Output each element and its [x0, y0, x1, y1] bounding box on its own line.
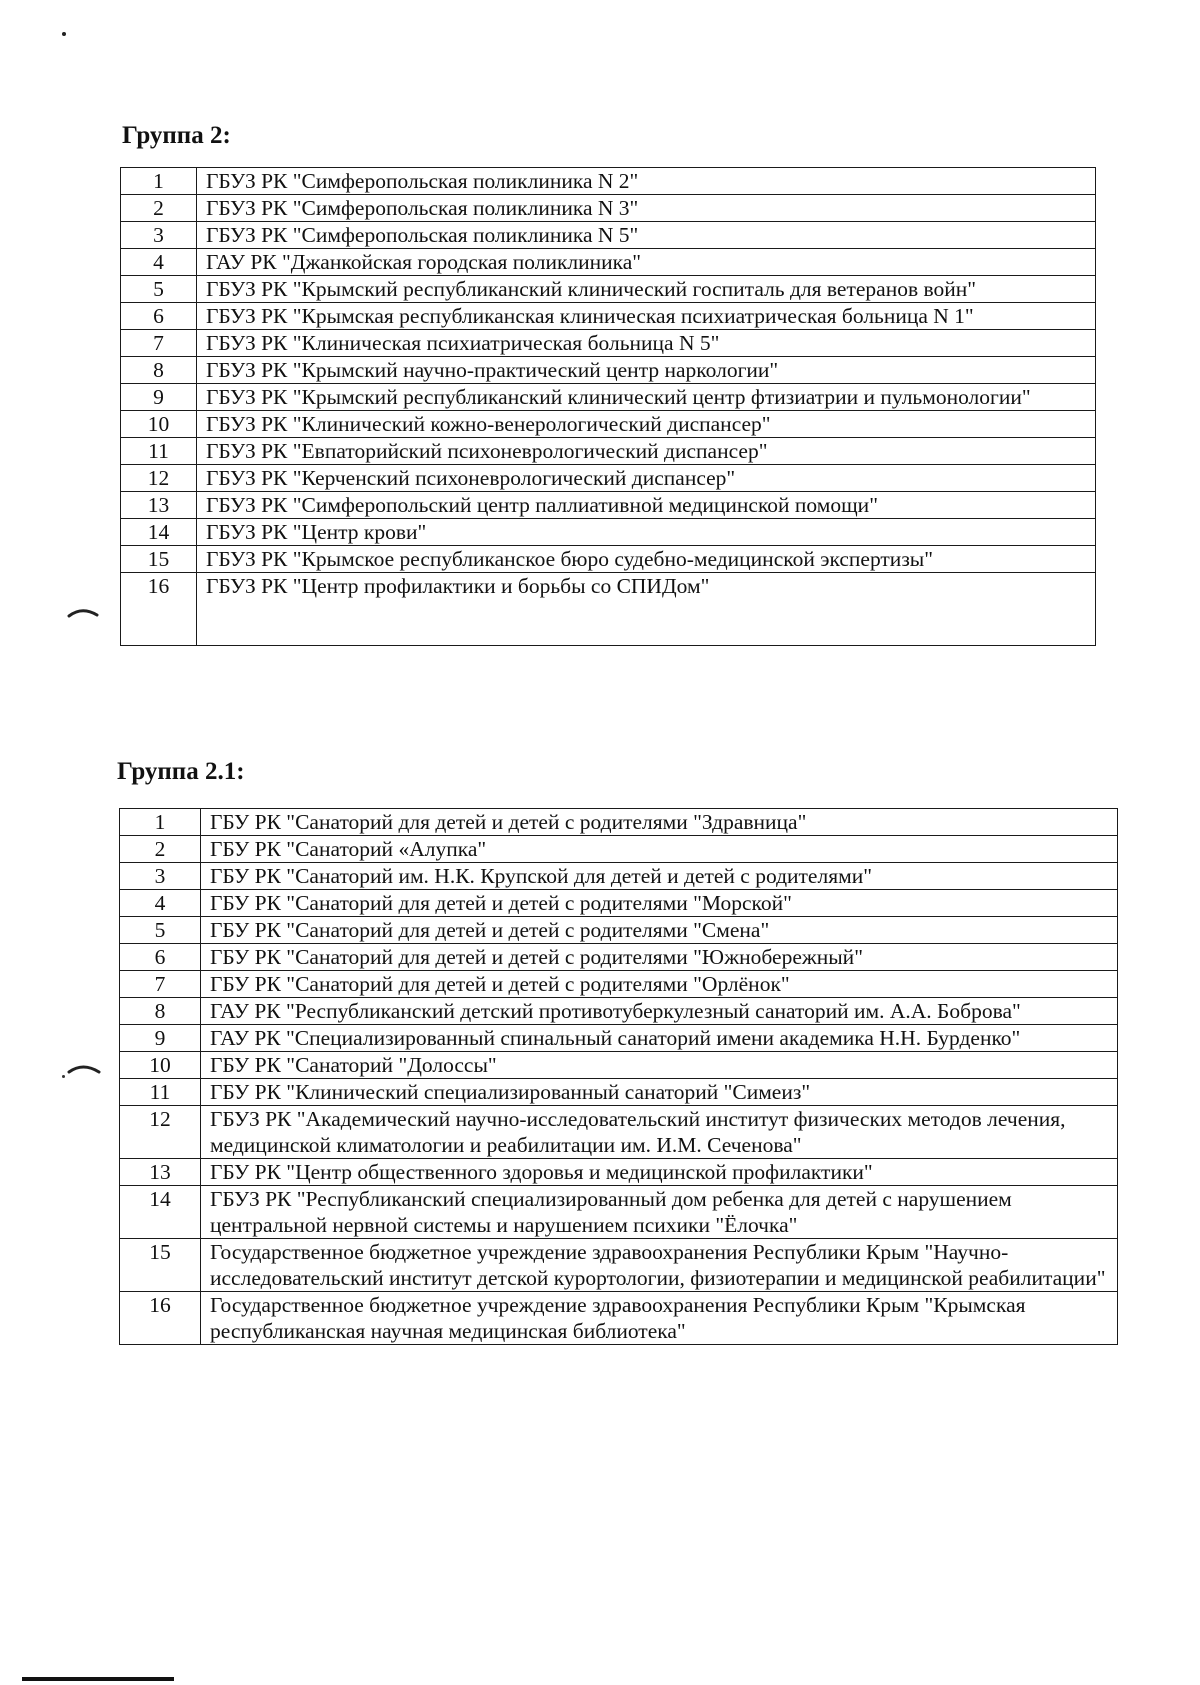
table-row: [120, 1106, 1118, 1159]
organization-name: ГАУ РК "Специализированный спинальный санаторий имени академика Н.Н. Бурденко": [201, 1025, 1118, 1052]
row-number: 16: [121, 573, 197, 646]
organization-name: ГБУЗ РК "Клинический кожно-венерологический диспансер": [197, 411, 1096, 438]
table-row: [121, 438, 1096, 465]
row-number: 1: [120, 809, 201, 836]
table-row: [121, 519, 1096, 546]
organization-name: ГБУ РК "Санаторий им. Н.К. Крупской для детей и детей с родителями": [201, 863, 1118, 890]
table-row: [120, 1186, 1118, 1239]
row-number: 5: [121, 276, 197, 303]
organization-name: ГБУЗ РК "Симферопольская поликлиника N 2": [197, 168, 1096, 195]
row-number: 3: [120, 863, 201, 890]
organization-name: ГБУЗ РК "Симферопольский центр паллиативной медицинской помощи": [197, 492, 1096, 519]
organization-name: ГБУ РК "Санаторий для детей и детей с родителями "Смена": [201, 917, 1118, 944]
row-number: 1: [121, 168, 197, 195]
organization-name: ГБУ РК "Санаторий для детей и детей с родителями "Орлёнок": [201, 971, 1118, 998]
row-number: 4: [121, 249, 197, 276]
table-row: [120, 890, 1118, 917]
row-number: 11: [120, 1079, 201, 1106]
table-row: [121, 276, 1096, 303]
row-number: 6: [120, 944, 201, 971]
table-row: [121, 384, 1096, 411]
table-row: [121, 168, 1096, 195]
organization-name: ГБУЗ РК "Крымский республиканский клинический центр фтизиатрии и пульмонологии": [197, 384, 1096, 411]
table-row: [120, 971, 1118, 998]
organization-name: ГБУЗ РК "Академический научно-исследовательский институт физических методов лечения, медицинской климатологии и реабилитации им. И.М. Сеченова": [201, 1106, 1118, 1159]
organization-name: ГБУЗ РК "Республиканский специализированный дом ребенка для детей с нарушением центральной нервной системы и нарушением психики "Ёлочка": [201, 1186, 1118, 1239]
table-row: [120, 809, 1118, 836]
row-number: 5: [120, 917, 201, 944]
organization-name: ГБУ РК "Клинический специализированный санаторий "Симеиз": [201, 1079, 1118, 1106]
row-number: 13: [121, 492, 197, 519]
table-row: [121, 357, 1096, 384]
scan-edge-line: [22, 1677, 174, 1681]
table-row: [120, 944, 1118, 971]
table-row: [121, 492, 1096, 519]
table-row: [121, 411, 1096, 438]
group-2-1-heading: Группа 2.1:: [117, 758, 245, 785]
table-row: [120, 836, 1118, 863]
row-number: 12: [121, 465, 197, 492]
table-row: [120, 1239, 1118, 1292]
organization-name: ГБУЗ РК "Крымская республиканская клиническая психиатрическая больница N 1": [197, 303, 1096, 330]
row-number: 13: [120, 1159, 201, 1186]
row-number: 7: [120, 971, 201, 998]
row-number: 14: [121, 519, 197, 546]
table-row: [120, 1025, 1118, 1052]
table-row: [121, 573, 1096, 646]
table-row: [121, 222, 1096, 249]
organization-name: ГБУ РК "Санаторий для детей и детей с родителями "Здравница": [201, 809, 1118, 836]
organization-name: ГБУЗ РК "Клиническая психиатрическая больница N 5": [197, 330, 1096, 357]
table-row: [121, 303, 1096, 330]
table-row: [120, 917, 1118, 944]
organization-name: ГБУ РК "Центр общественного здоровья и медицинской профилактики": [201, 1159, 1118, 1186]
organization-name: ГБУ РК "Санаторий для детей и детей с родителями "Морской": [201, 890, 1118, 917]
row-number: 15: [120, 1239, 201, 1292]
group-2-table: [120, 167, 1096, 646]
organization-name: ГБУЗ РК "Симферопольская поликлиника N 5": [197, 222, 1096, 249]
row-number: 3: [121, 222, 197, 249]
organization-name: ГБУЗ РК "Крымский научно-практический центр наркологии": [197, 357, 1096, 384]
organization-name: ГБУЗ РК "Центр профилактики и борьбы со СПИДом": [197, 573, 1096, 646]
organization-name: ГБУЗ РК "Керченский психоневрологический диспансер": [197, 465, 1096, 492]
table-row: [120, 1079, 1118, 1106]
row-number: 6: [121, 303, 197, 330]
organization-name: ГБУЗ РК "Евпаторийский психоневрологический диспансер": [197, 438, 1096, 465]
table-row: [120, 1159, 1118, 1186]
organization-name: ГАУ РК "Джанкойская городская поликлиника": [197, 249, 1096, 276]
row-number: 2: [120, 836, 201, 863]
table-row: [121, 330, 1096, 357]
scan-speck: [62, 1075, 65, 1078]
margin-pencil-mark: [66, 604, 100, 620]
row-number: 14: [120, 1186, 201, 1239]
row-number: 7: [121, 330, 197, 357]
row-number: 10: [121, 411, 197, 438]
row-number: 15: [121, 546, 197, 573]
group-2-1-table: [119, 808, 1118, 1345]
table-row: [120, 863, 1118, 890]
row-number: 12: [120, 1106, 201, 1159]
scan-speck: [62, 32, 66, 36]
row-number: 11: [121, 438, 197, 465]
table-row: [120, 1292, 1118, 1345]
organization-name: ГБУЗ РК "Крымский республиканский клинический госпиталь для ветеранов войн": [197, 276, 1096, 303]
organization-name: ГАУ РК "Республиканский детский противотуберкулезный санаторий им. А.А. Боброва": [201, 998, 1118, 1025]
table-row: [121, 546, 1096, 573]
row-number: 4: [120, 890, 201, 917]
organization-name: ГБУ РК "Санаторий для детей и детей с родителями "Южнобережный": [201, 944, 1118, 971]
table-row: [120, 998, 1118, 1025]
group-2-heading: Группа 2:: [122, 122, 231, 149]
margin-pencil-mark: [66, 1060, 102, 1076]
organization-name: ГБУЗ РК "Крымское республиканское бюро судебно-медицинской экспертизы": [197, 546, 1096, 573]
table-row: [120, 1052, 1118, 1079]
row-number: 8: [121, 357, 197, 384]
row-number: 16: [120, 1292, 201, 1345]
row-number: 8: [120, 998, 201, 1025]
organization-name: Государственное бюджетное учреждение здравоохранения Республики Крым "Научно-исследовательский институт детской курортологии, физиотерапии и медицинской реабилитации": [201, 1239, 1118, 1292]
organization-name: ГБУЗ РК "Центр крови": [197, 519, 1096, 546]
organization-name: ГБУ РК "Санаторий "Долоссы": [201, 1052, 1118, 1079]
row-number: 9: [121, 384, 197, 411]
organization-name: ГБУ РК "Санаторий «Алупка": [201, 836, 1118, 863]
row-number: 2: [121, 195, 197, 222]
table-row: [121, 249, 1096, 276]
organization-name: ГБУЗ РК "Симферопольская поликлиника N 3": [197, 195, 1096, 222]
organization-name: Государственное бюджетное учреждение здравоохранения Республики Крым "Крымская республиканская научная медицинская библиотека": [201, 1292, 1118, 1345]
row-number: 10: [120, 1052, 201, 1079]
table-row: [121, 465, 1096, 492]
table-row: [121, 195, 1096, 222]
row-number: 9: [120, 1025, 201, 1052]
